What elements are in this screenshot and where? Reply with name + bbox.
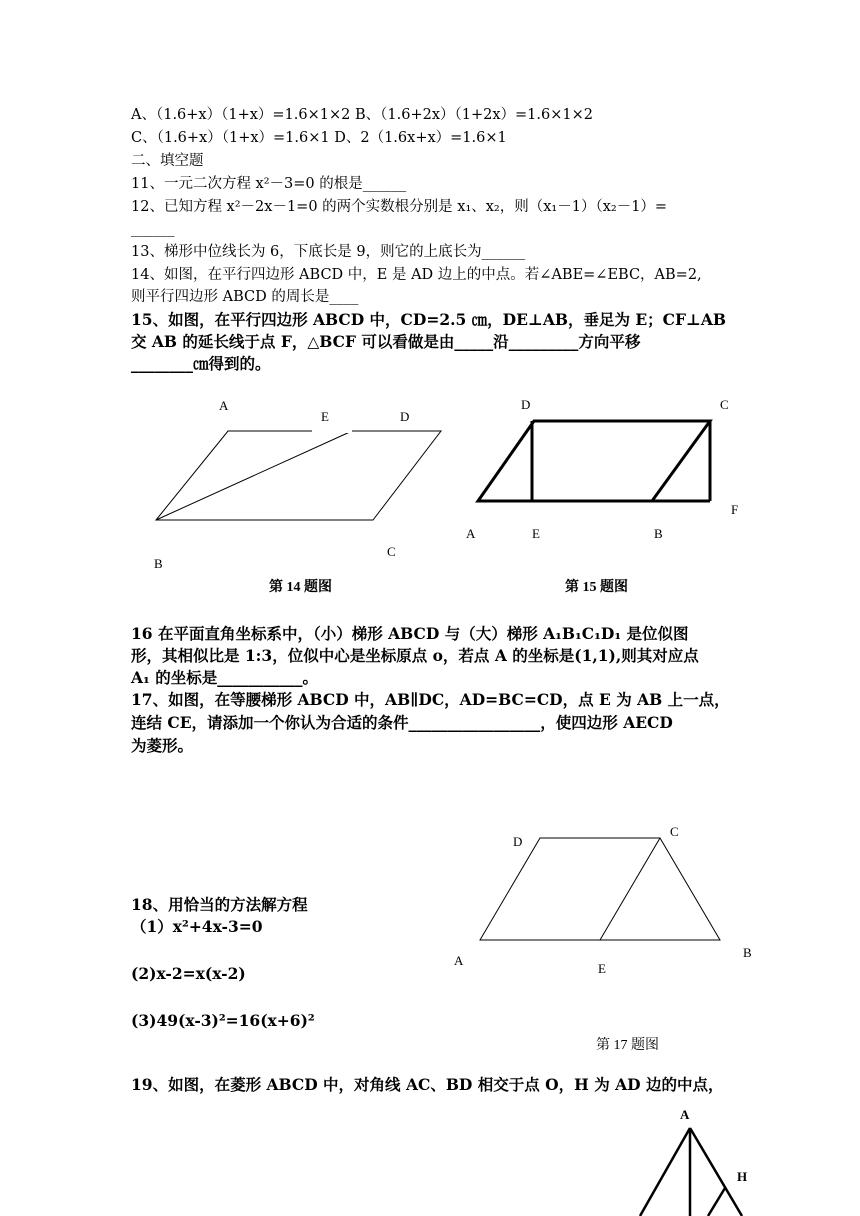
option-ab: A、（1.6+x）（1+x）=1.6×1×2 B、（1.6+2x）（1+2x）=1.6×1×2	[131, 107, 593, 123]
question-17-line2: 连结 CE，请添加一个你认为合适的条件_________________，使四边形 AECD	[131, 713, 673, 732]
question-16-line1: 16 在平面直角坐标系中，（小）梯形 ABCD 与（大）梯形 A₁B₁C₁D₁ 是位似图	[131, 624, 689, 643]
fig15-label-c: C	[720, 397, 729, 412]
question-14-line1: 14、如图，在平行四边形 ABCD 中，E 是 AD 边上的中点。若∠ABE=∠EBC，AB=2,	[131, 267, 702, 283]
fig14-label-gap	[312, 428, 352, 433]
question-16-line2: 形，其相似比是 1:3，位似中心是坐标原点 o，若点 A 的坐标是(1,1),则其对应点	[131, 646, 699, 665]
question-18-part1: （1）x²+4x-3=0	[131, 917, 263, 936]
question-18: 18、用恰当的方法解方程	[131, 895, 308, 914]
fig15-label-b: B	[654, 526, 663, 541]
fig17-label-c: C	[670, 824, 679, 839]
fig15-label-f: F	[731, 502, 739, 517]
fig14-label-c: C	[387, 544, 396, 559]
question-15-line1: 15、如图，在平行四边形 ABCD 中，CD=2.5 ㎝，DE⊥AB，垂足为 E；CF⊥AB	[131, 310, 727, 329]
question-19: 19、如图，在菱形 ABCD 中，对角线 AC、BD 相交于点 O，H 为 AD 边的中点，	[131, 1075, 724, 1094]
fig19-segment-oh	[708, 1188, 725, 1216]
fig14-label-d: D	[400, 409, 410, 424]
question-15-line3: ________㎝得到的。	[131, 354, 271, 373]
fig19-label-a: A	[680, 1107, 690, 1122]
question-14-line2: 则平行四边形 ABCD 的周长是____	[131, 289, 359, 305]
question-13: 13、梯形中位线长为 6，下底长是 9，则它的上底长为______	[131, 244, 526, 260]
option-cd: C、（1.6+x）（1+x）=1.6×1 D、2（1.6x+x）=1.6×1	[131, 130, 507, 146]
fig14-segment-be	[156, 431, 352, 520]
question-12-line1: 12、已知方程 x²－2x－1=0 的两个实数根分别是 x₁、x₂，则（x₁－1）（x₂－1）=	[131, 199, 668, 215]
question-12-line2: ______	[131, 221, 175, 237]
fig17-caption: 第 17 题图	[596, 1038, 659, 1053]
fig14-label-b: B	[154, 556, 163, 571]
question-16-line3: A₁ 的坐标是___________。	[131, 668, 318, 687]
fig14-label-e: E	[321, 409, 329, 424]
fig15-label-e: E	[532, 526, 540, 541]
fig14-caption: 第 14 题图	[269, 580, 332, 595]
question-17-line3: 为菱形。	[131, 736, 194, 755]
fig17-label-a: A	[454, 953, 464, 968]
question-11: 11、一元二次方程 x²－3=0 的根是______	[131, 176, 407, 192]
question-15-line2: 交 AB 的延长线于点 F，△BCF 可以看做是由_____沿_________方向平移	[131, 332, 641, 351]
fig19-label-h: H	[737, 1169, 748, 1184]
fig14-label-a: A	[219, 398, 229, 413]
fig15-label-a: A	[466, 526, 476, 541]
fig17-label-e: E	[598, 961, 606, 976]
fig15-label-d: D	[521, 397, 531, 412]
question-17-line1: 17、如图，在等腰梯形 ABCD 中，AB∥DC，AD=BC=CD，点 E 为 AB 上一点，	[131, 690, 730, 709]
fig17-trapezoid	[480, 838, 720, 940]
fig17-label-d: D	[513, 834, 523, 849]
section-heading: 二、填空题	[131, 153, 204, 169]
fig17-segment-ce	[600, 838, 660, 940]
fig15-caption: 第 15 题图	[565, 580, 628, 595]
question-18-part3: (3)49(x-3)²=16(x+6)²	[131, 1011, 315, 1030]
fig15-parallelogram	[478, 421, 710, 501]
fig17-label-b: B	[743, 945, 752, 960]
question-18-part2: (2)x-2=x(x-2)	[131, 964, 246, 983]
fig19-side-ab	[640, 1128, 690, 1216]
fig14-parallelogram	[156, 431, 441, 520]
